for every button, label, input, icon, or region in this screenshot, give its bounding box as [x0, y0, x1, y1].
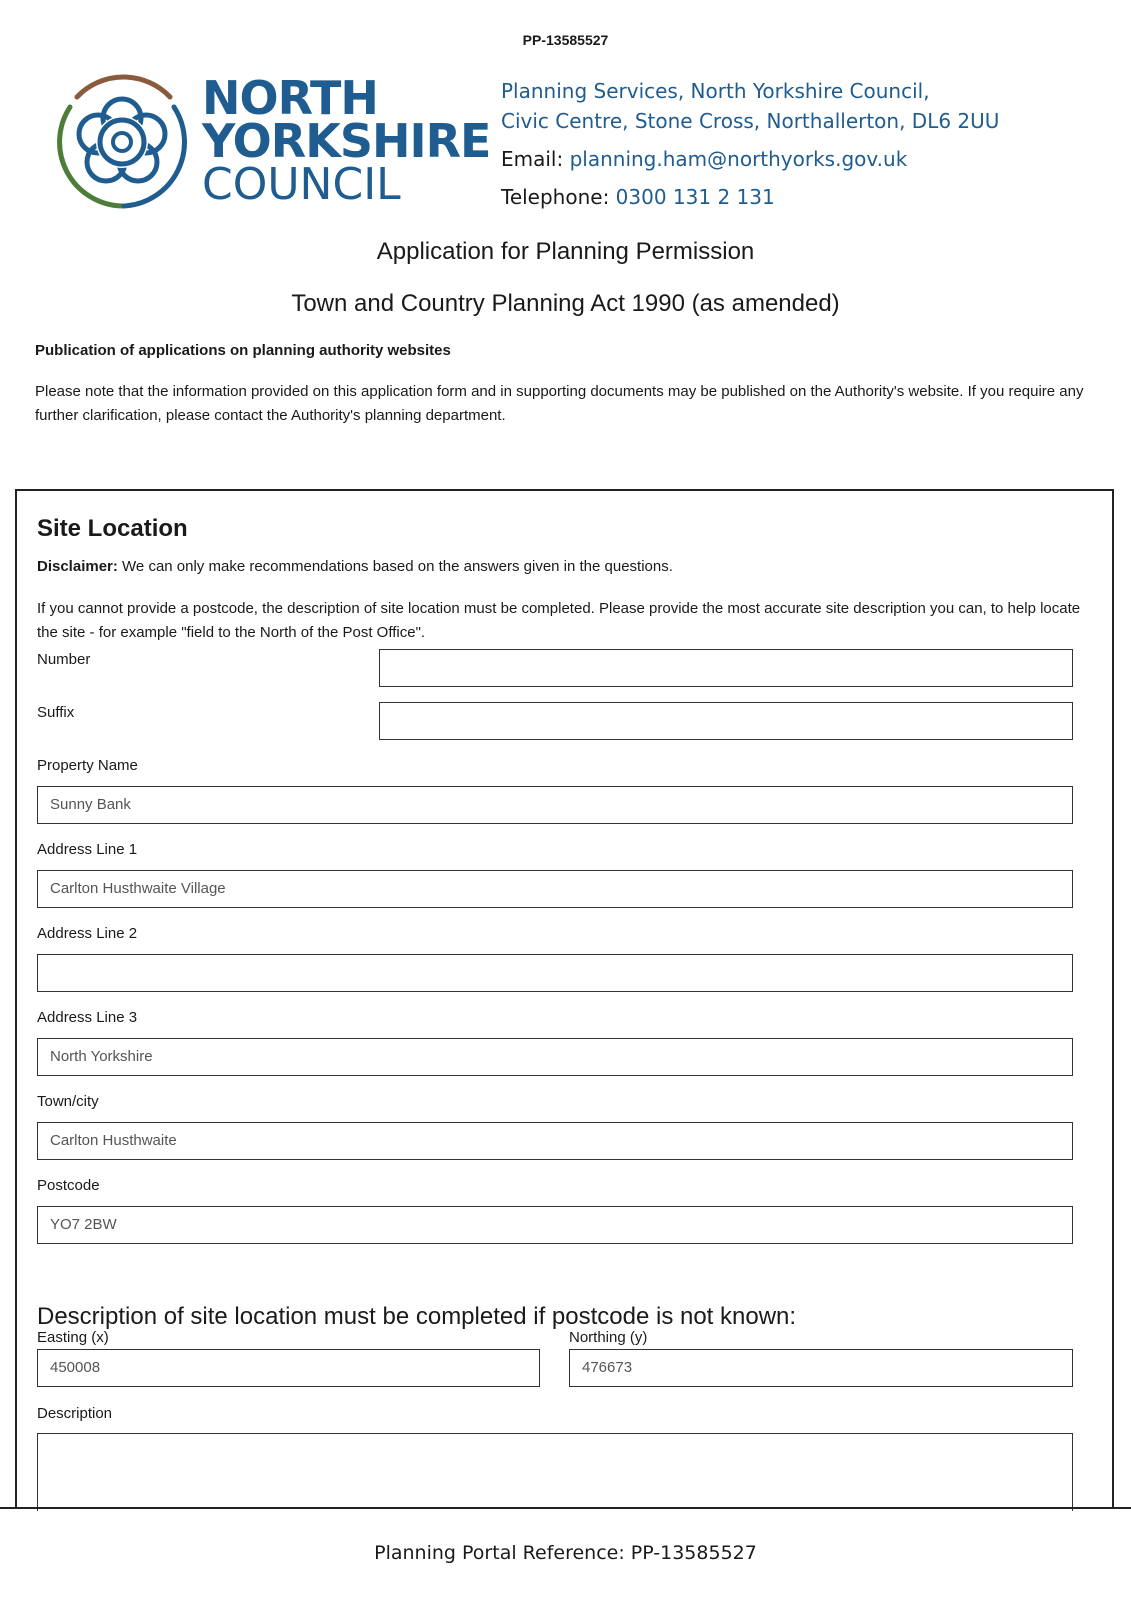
address-line-1-input[interactable]: Carlton Husthwaite Village [37, 870, 1073, 908]
wordmark-yorkshire: YORKSHIRE [202, 114, 491, 168]
number-input[interactable] [379, 649, 1073, 687]
reference-number-top: PP-13585527 [522, 32, 609, 48]
address-line-1-label: Address Line 1 [37, 841, 138, 858]
phone-link[interactable]: 0300 131 2 131 [615, 185, 775, 209]
address-line-3-label: Address Line 3 [37, 1009, 138, 1026]
publication-heading: Publication of applications on planning authority websites [35, 342, 451, 359]
footer-divider [0, 1507, 1131, 1509]
suffix-label: Suffix [37, 704, 75, 721]
northing-label: Northing (y) [569, 1329, 648, 1346]
email-link[interactable]: planning.ham@northyorks.gov.uk [569, 147, 908, 171]
address-line-1: Planning Services, North Yorkshire Council, [501, 79, 930, 103]
description-textarea[interactable] [37, 1433, 1073, 1511]
easting-input[interactable]: 450008 [37, 1349, 540, 1387]
disclaimer-label: Disclaimer: [37, 558, 118, 575]
email-label: Email: [501, 147, 564, 171]
publication-text: Please note that the information provided on this application form and in supporting documents may be published on the Authority's website. If you require any further clarification, please contact the Authority's planning department. [35, 383, 1084, 424]
contact-block [501, 76, 999, 212]
easting-label: Easting (x) [37, 1329, 109, 1346]
address-line-2-input[interactable] [37, 954, 1073, 992]
phone-label: Telephone: [501, 185, 610, 209]
phone-row [501, 182, 999, 212]
address-line-3-input[interactable]: North Yorkshire [37, 1038, 1073, 1076]
disclaimer [37, 558, 673, 575]
town-input[interactable]: Carlton Husthwaite [37, 1122, 1073, 1160]
tudor-rose-icon [52, 72, 192, 220]
address-line-2-label: Address Line 2 [37, 925, 138, 942]
wordmark-north: NORTH [202, 71, 378, 125]
description-heading: Description of site location must be completed if postcode is not known: [37, 1303, 797, 1330]
postcode-label: Postcode [37, 1177, 100, 1194]
site-info-text: If you cannot provide a postcode, the description of site location must be completed. Please provide the most accurate site description you can, to help locate the site - for example "field to the North of the Post Office". [37, 600, 1081, 641]
site-location-section [15, 489, 1114, 1509]
property-name-label: Property Name [37, 757, 138, 774]
suffix-input[interactable] [379, 702, 1073, 740]
page-subtitle: Town and Country Planning Act 1990 (as amended) [291, 290, 840, 317]
footer-reference: Planning Portal Reference: PP-13585527 [374, 1542, 757, 1564]
town-label: Town/city [37, 1093, 99, 1110]
email-row [501, 144, 999, 174]
disclaimer-text: We can only make recommendations based on the answers given in the questions. [117, 558, 673, 575]
postcode-input[interactable]: YO7 2BW [37, 1206, 1073, 1244]
page-title: Application for Planning Permission [376, 238, 755, 265]
section-title: Site Location [37, 515, 188, 542]
number-label: Number [37, 651, 91, 668]
council-logo [52, 71, 491, 220]
council-wordmark [202, 71, 491, 210]
northing-input[interactable]: 476673 [569, 1349, 1073, 1387]
wordmark-council: COUNCIL [202, 159, 401, 210]
description-label: Description [37, 1405, 113, 1422]
property-name-input[interactable]: Sunny Bank [37, 786, 1073, 824]
address-line-2: Civic Centre, Stone Cross, Northallerton, DL6 2UU [501, 109, 1000, 133]
